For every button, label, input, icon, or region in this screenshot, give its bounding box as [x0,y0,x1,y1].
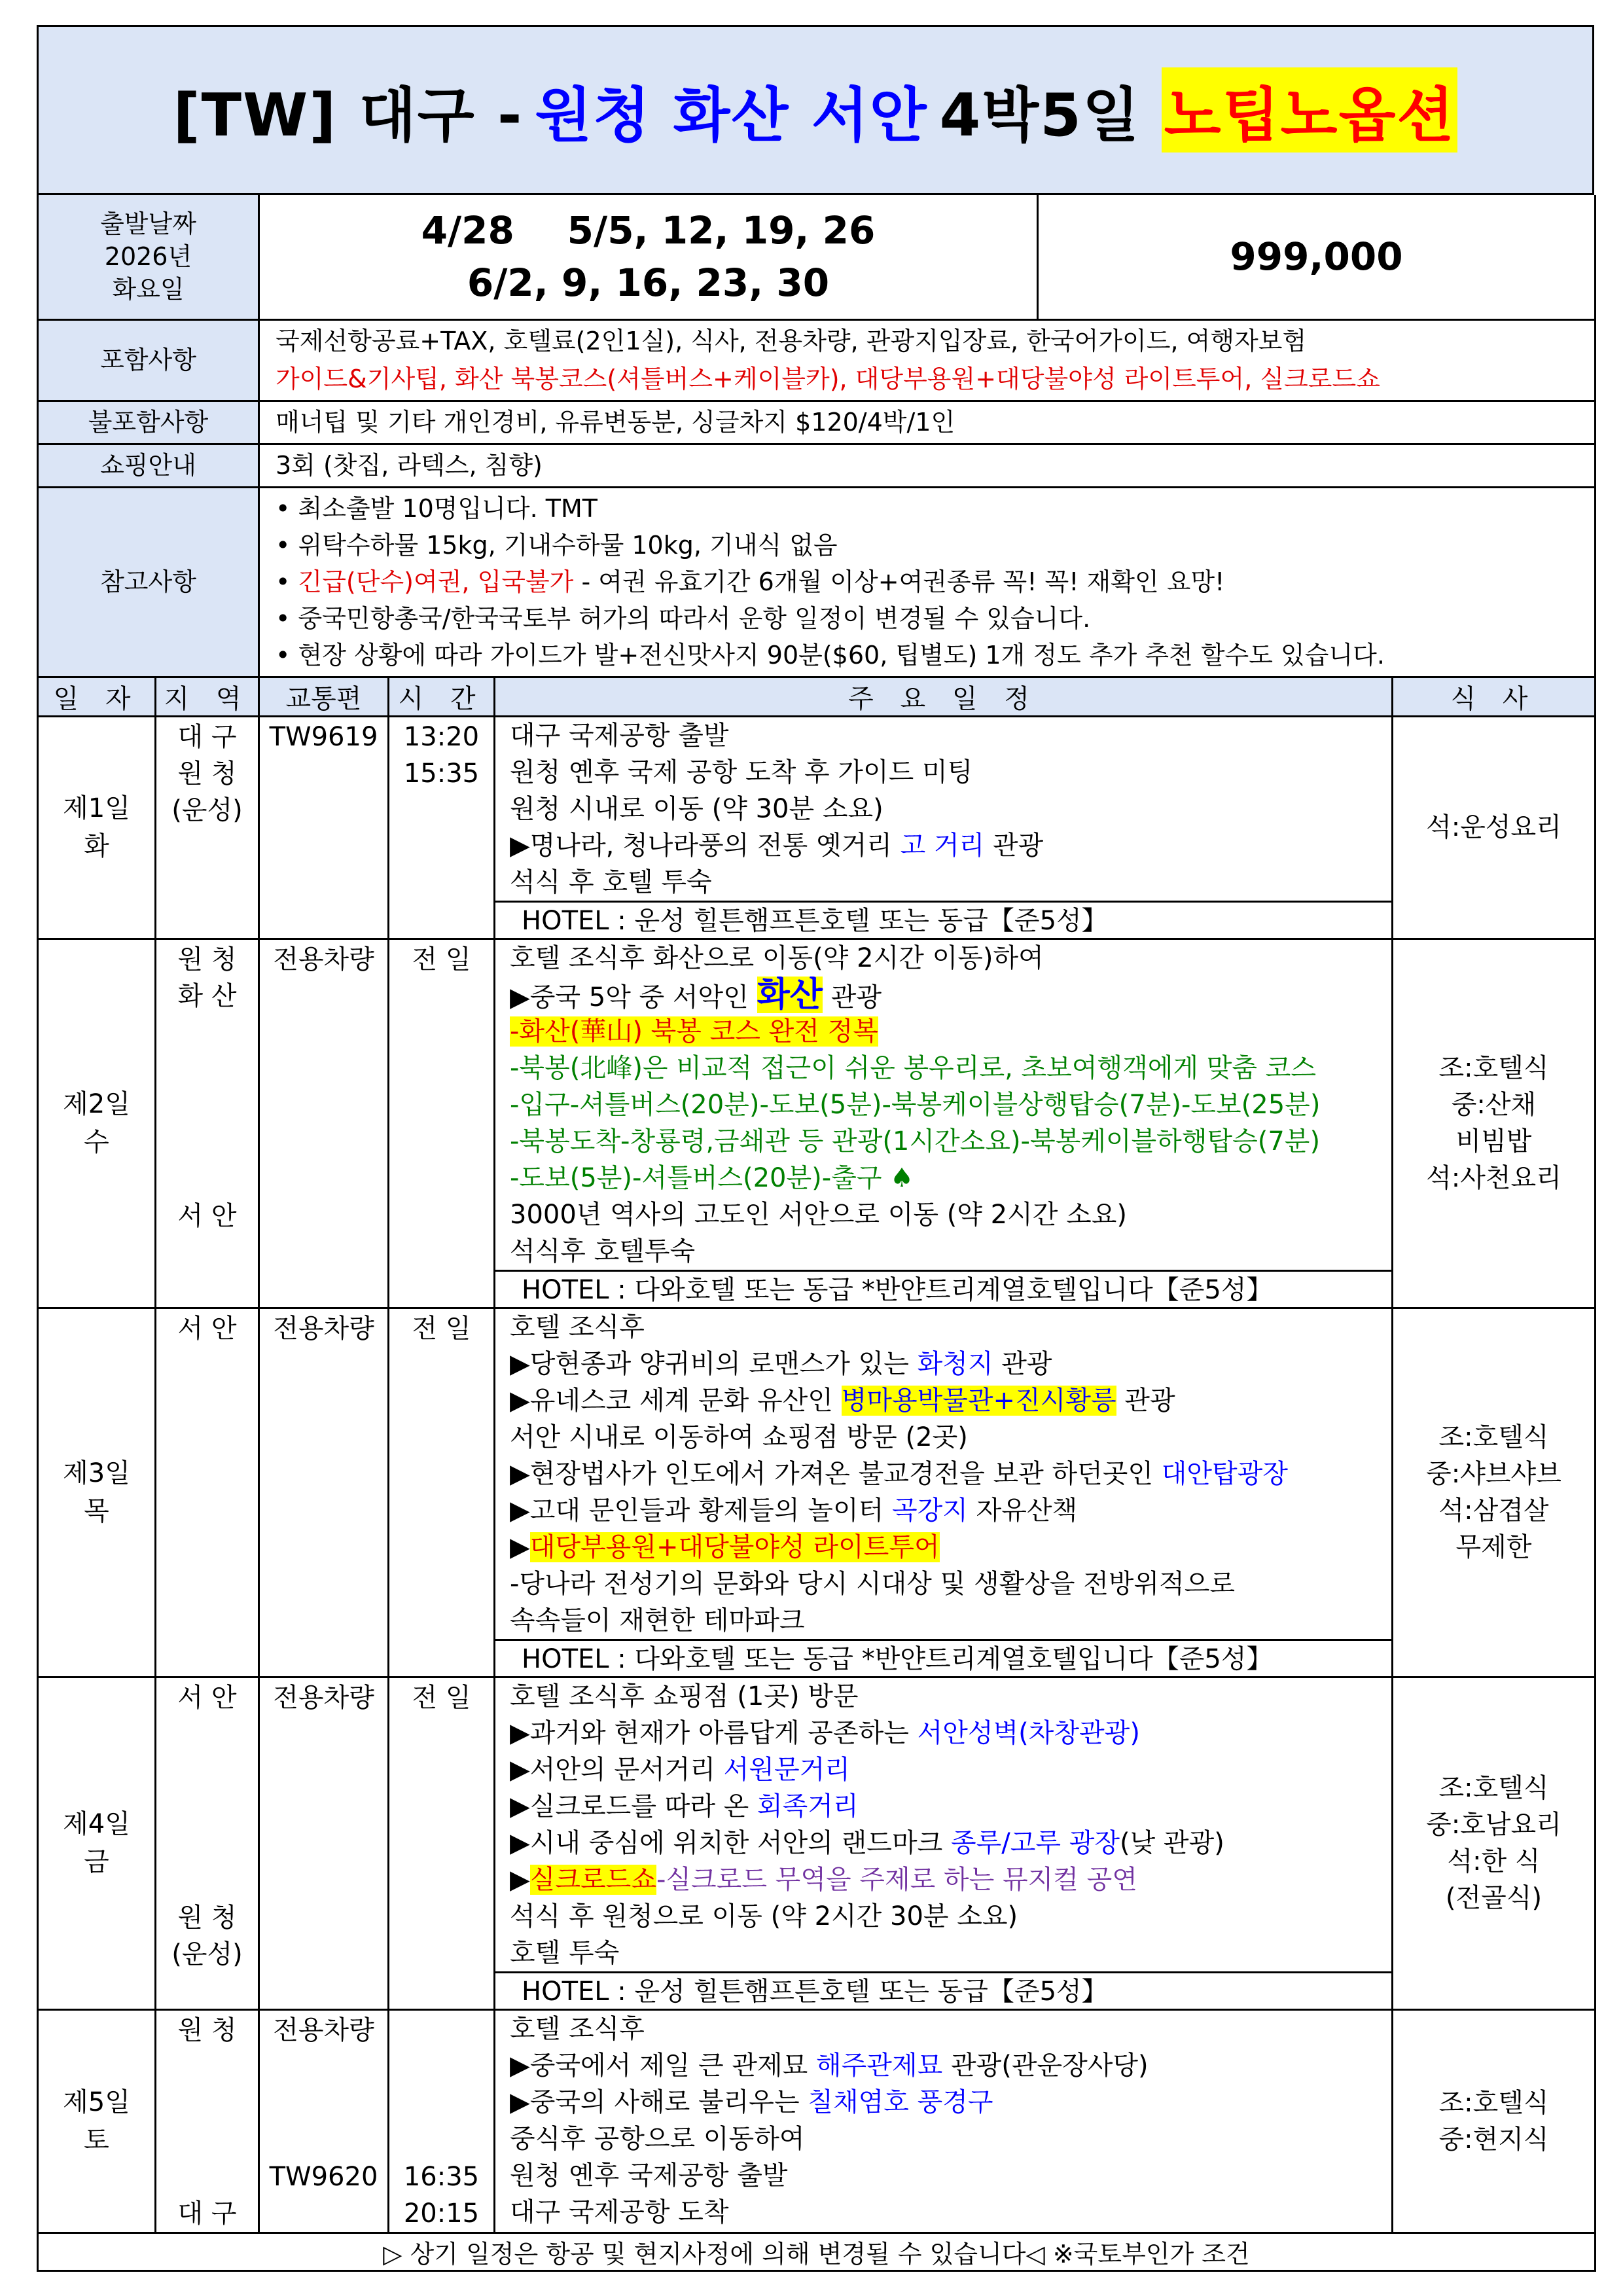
region-cell: 서 안 [156,1308,259,1677]
footer-note: ▷ 상기 일정은 항공 및 현지사정에 의해 변경될 수 있습니다◁ ※국토부인가 조건 [38,2233,1596,2270]
notes [259,487,1596,677]
time-cell: 16:35 20:15 [389,2009,495,2233]
excluded-label: 불포함사항 [38,401,259,444]
excluded-items: 매너팁 및 기타 개인경비, 유류변동분, 싱글차지 $120/4박/1인 [259,401,1596,444]
schedule-cell: 호텔 조식후 쇼핑점 (1곳) 방문 ▶과거와 현재가 아름답게 공존하는 서안성벽(차창관광) ▶서안의 문서거리 서원문거리 ▶실크로드를 따라 온 회족거리 ▶시내 중심에 위치한 서안의 랜드마크 종루/고루 광장(낮 관광) ▶실크로드쇼-실크로드 무역을 주제로 하는 뮤지컬 공연 석식 후 원청으로 이동 (약 2시간 30분 소요) 호텔 투숙 HOTEL : 운성 힐튼햄프튼호텔 또는 동급【준5성】 [495,1677,1393,2009]
shopping-label: 쇼핑안내 [38,444,259,487]
region-cell: 원 청 대 구 [156,2009,259,2233]
time-cell: 전 일 [389,939,495,1308]
meal-cell: 석:운성요리 [1393,716,1596,939]
note-item-urgent: • 긴급(단수)여권, 입국불가 - 여권 유효기간 6개월 이상+여권종류 꼭! 꼭! 재확인 요망! [276,564,1594,600]
hotel-info: HOTEL : 운성 힐튼햄프튼호텔 또는 동급【준5성】 [495,901,1391,938]
transport-cell: TW9619 [259,716,389,939]
header-schedule: 주 요 일 정 [495,678,1393,717]
departure-label: 출발날짜 2026년 화요일 [38,195,259,319]
day-label: 제5일 토 [38,2009,156,2233]
schedule-cell: 호텔 조식후 ▶당현종과 양귀비의 로맨스가 있는 화청지 관광 ▶유네스코 세계 문화 유산인 병마용박물관+진시황릉 관광 서안 시내로 이동하여 쇼핑점 방문 (2곳) ▶현장법사가 인도에서 가져온 불교경전을 보관 하던곳인 대안탑광장 ▶고대 문인들과 황제들의 놀이터 곡강지 자유산책 ▶대당부용원+대당불야성 라이트투어 -당나라 전성기의 문화와 당시 시대상 및 생활상을 전방위적으로 속속들이 재현한 테마파크 HOTEL : 다와호텔 또는 동급 *반얀트리계열호텔입니다【준5성】 [495,1308,1393,1677]
info-table [37,195,1596,678]
day-label: 제1일 화 [38,716,156,939]
schedule-table [37,678,1596,2272]
day-label: 제2일 수 [38,939,156,1308]
day-row-5 [38,2009,1596,2233]
region-cell: 대 구 원 청 (운성) [156,716,259,939]
day-row-4 [38,1677,1596,2009]
note-item: • 위탁수하물 15kg, 기내수하물 10kg, 기내식 없음 [276,527,1594,564]
note-item: • 최소출발 10명입니다. TMT [276,490,1594,527]
hwasan-highlight: 화산 [757,976,823,1013]
header-meal: 식 사 [1393,678,1596,717]
hotel-info: HOTEL : 운성 힐튼햄프튼호텔 또는 동급【준5성】 [495,1971,1391,2009]
title-destinations: 원청 화산 서안 [535,81,928,150]
meal-cell: 조:호텔식 중:산채 비빔밥 석:사천요리 [1393,939,1596,1308]
day-label: 제4일 금 [38,1677,156,2009]
notes-label: 참고사항 [38,487,259,677]
itinerary-sheet [37,25,1594,2272]
time-cell: 전 일 [389,1308,495,1677]
hotel-info: HOTEL : 다와호텔 또는 동급 *반얀트리계열호텔입니다【준5성】 [495,1270,1391,1307]
region-cell: 원 청 화 산 서 안 [156,939,259,1308]
transport-cell: 전용차량 [259,1677,389,2009]
transport-cell: 전용차량 [259,939,389,1308]
included-items: 국제선항공료+TAX, 호텔료(2인1실), 식사, 전용차량, 관광지입장료, 한국어가이드, 여행자보험 가이드&기사팁, 화산 북봉코스(셔틀버스+케이블카), 대당부용원+대당불야성 라이트투어, 실크로드쇼 [259,319,1596,401]
transport-cell: 전용차량 [259,1308,389,1677]
departure-dates: 4/28 5/5, 12, 19, 26 6/2, 9, 16, 23, 30 [259,195,1038,319]
region-cell: 서 안 원 청 (운성) [156,1677,259,2009]
meal-cell: 조:호텔식 중:샤브샤브 석:삼겹살 무제한 [1393,1308,1596,1677]
transport-cell: 전용차량 TW9620 [259,2009,389,2233]
title-prefix: [TW] 대구 - [173,81,524,150]
schedule-cell: 대구 국제공항 출발 원청 옌후 국제 공항 도착 후 가이드 미팅 원청 시내로 이동 (약 30분 소요) ▶명나라, 청나라풍의 전통 옛거리 고 거리 관광 석식 후 호텔 투숙 HOTEL : 운성 힐튼햄프튼호텔 또는 동급【준5성】 [495,716,1393,939]
meal-cell: 조:호텔식 중:현지식 [1393,2009,1596,2233]
day-row-1 [38,716,1596,939]
note-item: • 현장 상황에 따라 가이드가 발+전신맛사지 90분($60, 팁별도) 1개 정도 추가 추천 할수도 있습니다. [276,637,1594,673]
price: 999,000 [1038,195,1596,319]
header-region: 지 역 [156,678,259,717]
hotel-info: HOTEL : 다와호텔 또는 동급 *반얀트리계열호텔입니다【준5성】 [495,1639,1391,1676]
meal-cell: 조:호텔식 중:호남요리 석:한 식 (전골식) [1393,1677,1596,2009]
time-cell: 13:20 15:35 [389,716,495,939]
shopping-info: 3회 (찻집, 라텍스, 침향) [259,444,1596,487]
day-row-3 [38,1308,1596,1677]
day-row-2 [38,939,1596,1308]
time-cell: 전 일 [389,1677,495,2009]
page-title [37,25,1594,195]
day-label: 제3일 목 [38,1308,156,1677]
no-tip-no-option-badge: 노팁노옵션 [1162,67,1458,152]
schedule-cell: 호텔 조식후 화산으로 이동(약 2시간 이동)하여 ▶중국 5악 중 서악인 화산 관광 -화산(華山) 북봉 코스 완전 정복 -북봉(北峰)은 비교적 접근이 쉬운 봉우리로, 초보여행객에게 맞춤 코스 -입구-셔틀버스(20분)-도보(5분)-북봉케이블상행탑승(7분)-도보(25분) -북봉도착-창룡령,금쇄관 등 관광(1시간소요)-북봉케이블하행탑승(7분) -도보(5분)-셔틀버스(20분)-출구 ♠ 3000년 역사의 고도인 서안으로 이동 (약 2시간 소요) 석식후 호텔투숙 HOTEL : 다와호텔 또는 동급 *반얀트리계열호텔입니다【준5성】 [495,939,1393,1308]
schedule-cell: 호텔 조식후 ▶중국에서 제일 큰 관제묘 해주관제묘 관광(관운장사당) ▶중국의 사해로 불리우는 칠채염호 풍경구 중식후 공항으로 이동하여 원청 옌후 국제공항 출발 대구 국제공항 도착 [495,2009,1393,2233]
header-transport: 교통편 [259,678,389,717]
included-label: 포함사항 [38,319,259,401]
note-item: • 중국민항총국/한국국토부 허가의 따라서 운항 일정이 변경될 수 있습니다. [276,600,1594,637]
title-duration: 4박5일 [939,81,1141,150]
header-time: 시 간 [389,678,495,717]
header-day: 일 자 [38,678,156,717]
